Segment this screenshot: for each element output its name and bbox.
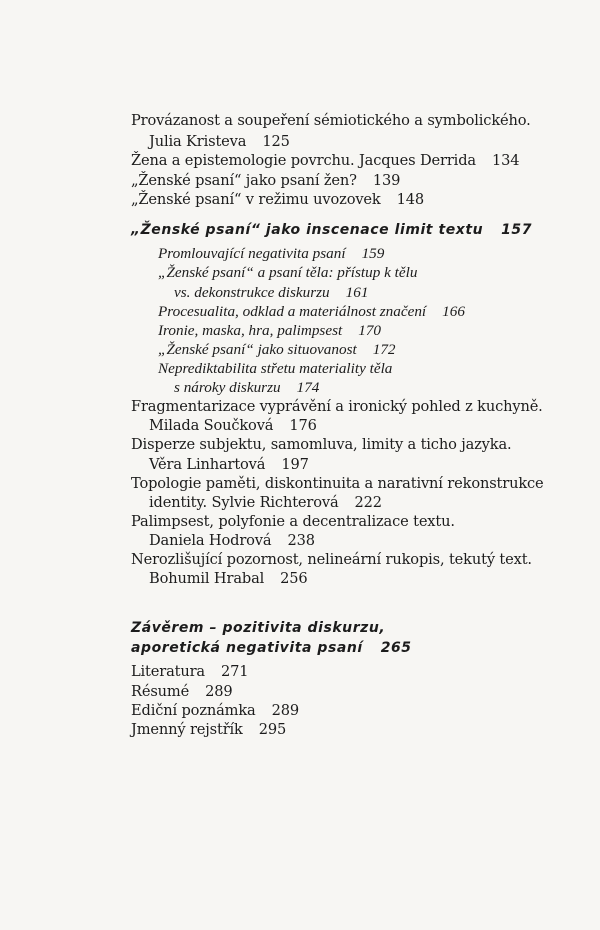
- toc-subentry-title: Procesualita, odklad a materiálnost značení: [158, 303, 427, 320]
- toc-entry-hrabal-line2: [149, 570, 308, 587]
- toc-entry-psani-zen: [131, 172, 400, 189]
- toc-page-number: 170: [358, 322, 381, 339]
- toc-page-number: 139: [372, 172, 401, 189]
- toc-page-number: 222: [354, 494, 382, 511]
- toc-page-number: 289: [271, 702, 299, 719]
- toc-entry-kristeva-line1: [131, 112, 531, 129]
- toc-entry-souckova-line1: [131, 398, 543, 415]
- toc-entry-linhartova-line2: [149, 456, 309, 473]
- toc-page-number: 134: [491, 152, 520, 169]
- toc-section-heading: [131, 222, 532, 238]
- toc-subentry: [158, 264, 417, 282]
- toc-entry-hodrova-line2: [149, 532, 315, 549]
- toc-subentry: [158, 322, 381, 340]
- toc-subentry-title: „Ženské psaní“ a psaní těla: přístup k tělu: [158, 264, 418, 281]
- toc-subentry-title: „Ženské psaní“ jako situovanost: [158, 341, 357, 358]
- toc-page-number: 148: [396, 191, 425, 208]
- toc-entry-hrabal-line1: [131, 551, 532, 568]
- toc-subentry: [158, 360, 392, 378]
- toc-page-number: 174: [296, 379, 320, 396]
- toc-subentry-title: s nároky diskurzu: [174, 379, 281, 396]
- toc-entry-uvozovky: [131, 191, 424, 208]
- toc-page-number: 295: [258, 721, 287, 738]
- toc-entry-title: Daniela Hodrová: [149, 532, 272, 549]
- toc-entry-title: Ediční poznámka: [131, 702, 256, 719]
- toc-entry-title: Milada Součková: [149, 417, 274, 434]
- toc-entry-richterova-line1: [131, 475, 544, 492]
- toc-entry-richterova-line2: [149, 494, 382, 511]
- toc-entry-title: identity. Sylvie Richterová: [149, 494, 339, 511]
- toc-entry-title: Disperze subjektu, samomluva, limity a ticho jazyka.: [131, 436, 512, 453]
- toc-page-number: 271: [220, 663, 249, 680]
- toc-entry-title: Topologie paměti, diskontinuita a narativní rekonstrukce: [131, 475, 544, 492]
- toc-page-number: 289: [205, 683, 233, 700]
- toc-page-number: 238: [287, 532, 315, 549]
- toc-page-number: 256: [280, 570, 308, 587]
- toc-section-title: Závěrem – pozitivita diskurzu,: [131, 620, 386, 636]
- toc-entry-title: Jmenný rejstřík: [131, 721, 243, 738]
- toc-entry-title: Nerozlišující pozornost, nelineární rukopis, tekutý text.: [131, 551, 532, 568]
- toc-entry-jmenny-rejstrik: [131, 721, 286, 738]
- toc-subentry-title: vs. dekonstrukce diskurzu: [174, 284, 330, 301]
- toc-page-number: 125: [262, 133, 290, 150]
- toc-entry-resume: [131, 683, 233, 700]
- toc-page-number: 176: [289, 417, 317, 434]
- toc-entry-souckova-line2: [149, 417, 317, 434]
- toc-entry-title: Věra Linhartová: [149, 456, 266, 473]
- toc-page-number: 197: [281, 456, 309, 473]
- toc-entry-edicni-poznamka: [131, 702, 299, 719]
- toc-page-number: 161: [345, 284, 369, 301]
- toc-section-title: aporetická negativita psaní: [131, 640, 363, 656]
- toc-page-number: 157: [501, 222, 532, 238]
- toc-subentry: [158, 245, 384, 263]
- toc-subentry: [158, 303, 465, 321]
- toc-entry-title: Fragmentarizace vyprávění a ironický pohled z kuchyně.: [131, 398, 543, 415]
- toc-entry-hodrova-line1: [131, 513, 455, 530]
- toc-entry-derrida: [131, 152, 519, 169]
- toc-entry-title: „Ženské psaní“ v režimu uvozovek: [131, 191, 381, 208]
- toc-conclusion-heading-line1: [131, 620, 385, 636]
- toc-entry-title: Literatura: [131, 663, 205, 680]
- toc-entry-title: Palimpsest, polyfonie a decentralizace textu.: [131, 513, 455, 530]
- toc-entry-title: Provázanost a soupeření sémiotického a symbolického.: [131, 112, 531, 129]
- toc-section-title: „Ženské psaní“ jako inscenace limit textu: [131, 222, 484, 238]
- toc-conclusion-heading-line2: [131, 640, 412, 656]
- toc-entry-title: Žena a epistemologie povrchu. Jacques Derrida: [131, 152, 476, 169]
- toc-subentry: [158, 341, 396, 359]
- toc-entry-linhartova-line1: [131, 436, 512, 453]
- toc-entry-title: Julia Kristeva: [149, 133, 247, 150]
- toc-page-number: 172: [372, 341, 396, 358]
- toc-entry-title: „Ženské psaní“ jako psaní žen?: [131, 172, 357, 189]
- toc-subentry-continuation: [174, 379, 319, 397]
- toc-page-number: 166: [442, 303, 465, 320]
- toc-subentry-title: Neprediktabilita střetu materiality těla: [158, 360, 393, 377]
- toc-subentry-title: Ironie, maska, hra, palimpsest: [158, 322, 343, 339]
- toc-page-number: 159: [361, 245, 385, 262]
- toc-entry-title: Résumé: [131, 683, 190, 700]
- toc-entry-title: Bohumil Hrabal: [149, 570, 265, 587]
- toc-subentry-title: Promlouvající negativita psaní: [158, 245, 346, 262]
- toc-subentry-continuation: [174, 284, 368, 302]
- toc-page-number: 265: [380, 640, 412, 656]
- toc-entry-literatura: [131, 663, 248, 680]
- toc-entry-kristeva-line2: [149, 133, 290, 150]
